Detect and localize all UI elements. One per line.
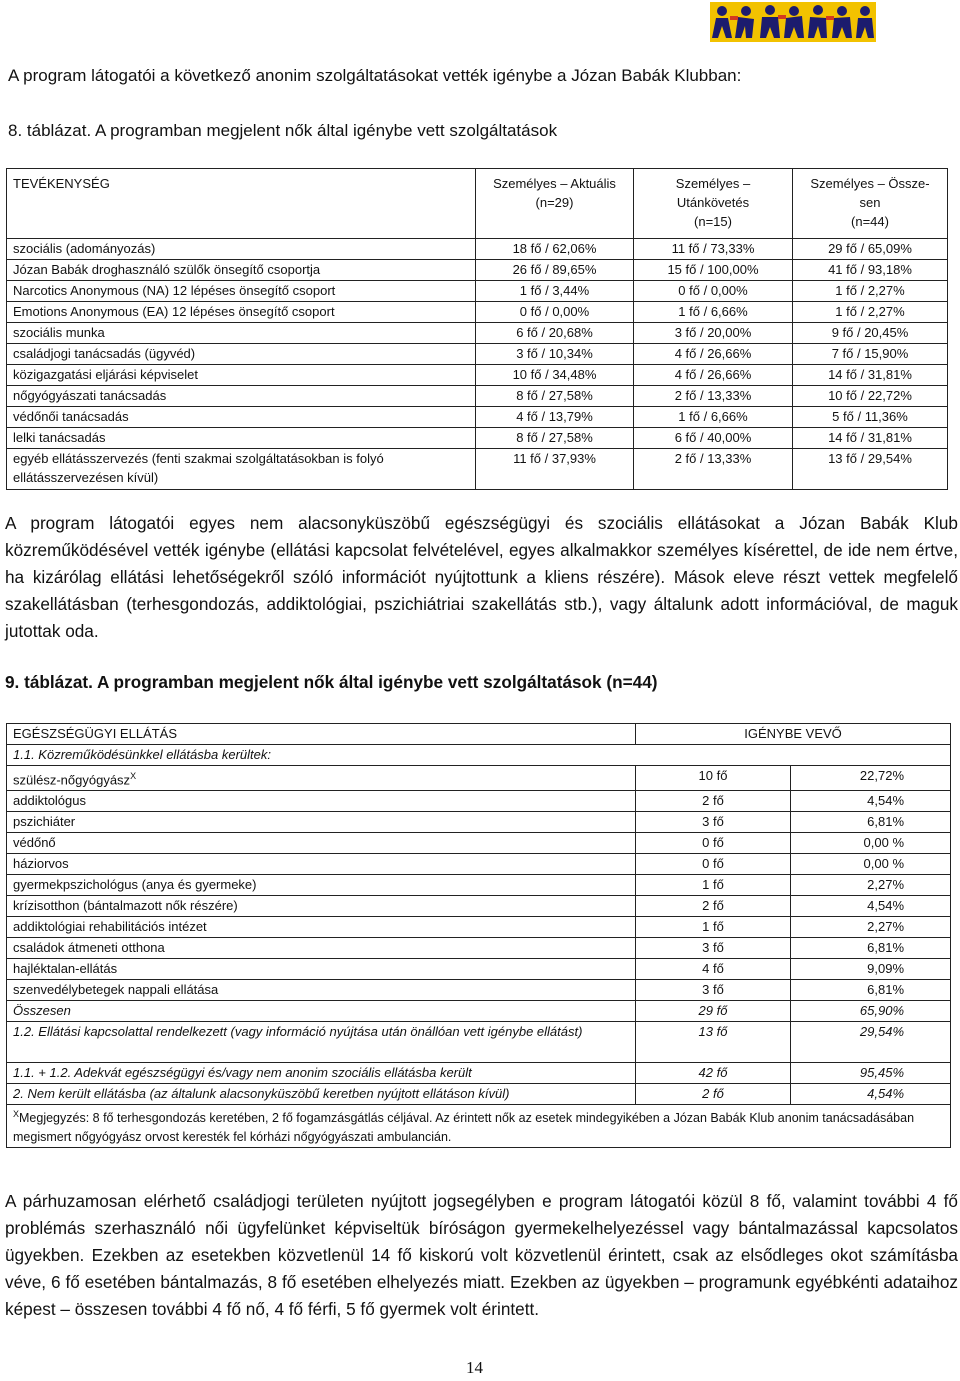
table8-activity-cell: egyéb ellátásszervezés (fenti szakmai szolgáltatásokban is folyó ellátásszervezésen kívül) bbox=[7, 449, 476, 490]
table8-activity-cell: szociális (adományozás) bbox=[7, 239, 476, 260]
table8-value-cell: 4 fő / 13,79% bbox=[476, 407, 634, 428]
table9-count-cell: 3 fő bbox=[636, 938, 791, 959]
table9-row bbox=[7, 766, 951, 791]
table9-count-cell: 3 fő bbox=[636, 812, 791, 833]
table9-percent-cell: 0,00 % bbox=[791, 833, 951, 854]
table9-row-2-count: 2 fő bbox=[636, 1084, 791, 1105]
table9-care-label: családok átmeneti otthona bbox=[13, 940, 165, 956]
table9-row bbox=[7, 959, 951, 980]
table9-care-label: háziorvos bbox=[13, 856, 69, 872]
table9-care-label: pszichiáter bbox=[13, 814, 76, 830]
table9-count-cell: 0 fő bbox=[636, 833, 791, 854]
table8 bbox=[6, 168, 948, 490]
table8-row bbox=[7, 344, 948, 365]
table8-value-cell: 6 fő / 40,00% bbox=[634, 428, 793, 449]
table8-value-cell: 8 fő / 27,58% bbox=[476, 386, 634, 407]
table9-row-1-1-plus-1-2-percent: 95,45% bbox=[791, 1063, 951, 1084]
table9-row-2-label: 2. Nem került ellátásba (az általunk alacsonyküszöbű keretben nyújtott ellátáson kívül) bbox=[7, 1084, 636, 1105]
table8-value-cell: 26 fő / 89,65% bbox=[476, 260, 634, 281]
table9-percent-cell: 6,81% bbox=[791, 980, 951, 1001]
table8-value-cell: 10 fő / 22,72% bbox=[793, 386, 948, 407]
table8-row bbox=[7, 239, 948, 260]
table8-value-cell: 0 fő / 0,00% bbox=[634, 281, 793, 302]
table8-value-cell: 3 fő / 20,00% bbox=[634, 323, 793, 344]
table9-care-cell bbox=[7, 812, 636, 833]
table8-value-cell: 1 fő / 6,66% bbox=[634, 407, 793, 428]
table8-value-cell: 5 fő / 11,36% bbox=[793, 407, 948, 428]
table9-percent-cell: 6,81% bbox=[791, 938, 951, 959]
table8-value-cell: 7 fő / 15,90% bbox=[793, 344, 948, 365]
table9-row-1-1-plus-1-2-count: 42 fő bbox=[636, 1063, 791, 1084]
table9-total-row-count: 29 fő bbox=[636, 1001, 791, 1022]
table9-row bbox=[7, 896, 951, 917]
table8-value-cell: 2 fő / 13,33% bbox=[634, 386, 793, 407]
table8-value-cell: 4 fő / 26,66% bbox=[634, 365, 793, 386]
table9-row-1-2-percent: 29,54% bbox=[791, 1022, 951, 1063]
table9-percent-cell: 2,27% bbox=[791, 875, 951, 896]
table8-row bbox=[7, 407, 948, 428]
table9-row bbox=[7, 875, 951, 896]
table8-row bbox=[7, 302, 948, 323]
footnote-marker: X bbox=[13, 1109, 20, 1120]
table8-activity-cell: szociális munka bbox=[7, 323, 476, 344]
table9-care-cell bbox=[7, 854, 636, 875]
table9-count-cell: 1 fő bbox=[636, 875, 791, 896]
footnote-marker: X bbox=[130, 771, 137, 781]
table8-activity-cell: családjogi tanácsadás (ügyvéd) bbox=[7, 344, 476, 365]
table9-care-cell bbox=[7, 959, 636, 980]
table9-row-2-percent: 4,54% bbox=[791, 1084, 951, 1105]
table9-care-label: gyermekpszichológus (anya és gyermeke) bbox=[13, 877, 257, 893]
table9-section-row bbox=[7, 745, 951, 766]
table8-value-cell: 1 fő / 2,27% bbox=[793, 281, 948, 302]
table9-percent-cell: 6,81% bbox=[791, 812, 951, 833]
paragraph-services: A program látogatói egyes nem alacsonyküszöbű egészségügyi és szociális ellátásokat a Józan Babák Klub közreműködésével vették igénybe (ellátási kapcsolat felvételével, egyes alkalmakkor személyes kísérettel, de ide nem értve, ha kizárólag ellátási lehetőségekről szóló információt nyújtottunk a kliens részére). Mások eleve részt vettek megfelelő szakellátásban (terhesgondozás, addiktológiai, pszichiátriai szakellátás stb.), vagy általunk adott információval, de maguk jutottak oda. bbox=[5, 513, 958, 641]
table9-note-text: Megjegyzés: 8 fő terhesgondozás keretében, 2 fő fogamzásgátlás céljával. Az érintett nők az esetek mindegyikében a Józan Babák Klub anonim tanácsadásában megismert nőgyógyász orvost keresték fel kórházi nőgyógyászati ambulancián. bbox=[13, 1111, 915, 1145]
table9-row bbox=[7, 980, 951, 1001]
table9-percent-cell: 4,54% bbox=[791, 791, 951, 812]
table9-row-1-2-label: 1.2. Ellátási kapcsolattal rendelkezett (vagy információ nyújtása után önállóan vett igénybe ellátást) bbox=[7, 1022, 636, 1063]
table8-value-cell: 0 fő / 0,00% bbox=[476, 302, 634, 323]
table8-value-cell: 1 fő / 6,66% bbox=[634, 302, 793, 323]
table9-row bbox=[7, 791, 951, 812]
table8-value-cell: 14 fő / 31,81% bbox=[793, 428, 948, 449]
table8-activity-cell: Józan Babák droghasználó szülők önsegítő csoportja bbox=[7, 260, 476, 281]
table8-activity-cell: védőnői tanácsadás bbox=[7, 407, 476, 428]
table9-care-label: addiktológiai rehabilitációs intézet bbox=[13, 919, 207, 935]
table9-care-label: szenvedélybetegek nappali ellátása bbox=[13, 982, 219, 998]
table9-total-row-percent: 65,90% bbox=[791, 1001, 951, 1022]
table9-count-cell: 3 fő bbox=[636, 980, 791, 1001]
table9-care-cell bbox=[7, 896, 636, 917]
table9-total-row bbox=[7, 1001, 951, 1022]
table9-care-cell bbox=[7, 938, 636, 959]
table8-activity-cell: nőgyógyászati tanácsadás bbox=[7, 386, 476, 407]
table8-row bbox=[7, 365, 948, 386]
table9-care-cell bbox=[7, 791, 636, 812]
table8-activity-cell: Emotions Anonymous (EA) 12 lépéses önsegítő csoport bbox=[7, 302, 476, 323]
table8-value-cell: 29 fő / 65,09% bbox=[793, 239, 948, 260]
table9-care-label: addiktológus bbox=[13, 793, 86, 809]
table9-row-2 bbox=[7, 1084, 951, 1105]
table9-section-1-1: 1.1. Közreműködésünkkel ellátásba kerültek: bbox=[7, 745, 951, 766]
table9-row bbox=[7, 917, 951, 938]
table8-value-cell: 14 fő / 31,81% bbox=[793, 365, 948, 386]
table8-activity-cell: közigazgatási eljárási képviselet bbox=[7, 365, 476, 386]
table8-header-current: Személyes – Aktuális (n=29) bbox=[476, 169, 634, 239]
table8-value-cell: 8 fő / 27,58% bbox=[476, 428, 634, 449]
table8-value-cell: 11 fő / 37,93% bbox=[476, 449, 634, 490]
table9-care-label: hajléktalan-ellátás bbox=[13, 961, 118, 977]
table8-header-followup: Személyes – Utánkövetés (n=15) bbox=[634, 169, 793, 239]
table8-activity-cell: Narcotics Anonymous (NA) 12 lépéses önsegítő csoport bbox=[7, 281, 476, 302]
table8-row bbox=[7, 428, 948, 449]
table8-row bbox=[7, 323, 948, 344]
table9-percent-cell: 0,00 % bbox=[791, 854, 951, 875]
table9-care-cell bbox=[7, 875, 636, 896]
table9-title: 9. táblázat. A programban megjelent nők által igénybe vett szolgáltatások (n=44) bbox=[5, 672, 658, 692]
table9-count-cell: 0 fő bbox=[636, 854, 791, 875]
table9-row-1-1-plus-1-2-label: 1.1. + 1.2. Adekvát egészségügyi és/vagy nem anonim szociális ellátásba került bbox=[7, 1063, 636, 1084]
table9-row bbox=[7, 854, 951, 875]
table8-row bbox=[7, 386, 948, 407]
table9-percent-cell: 2,27% bbox=[791, 917, 951, 938]
organization-logo bbox=[710, 2, 876, 42]
table8-value-cell: 41 fő / 93,18% bbox=[793, 260, 948, 281]
paragraph-legal-aid: A párhuzamosan elérhető családjogi területen nyújtott jogsegélyben e program látogatói közül 8 fő, valamint további 4 fő problémás szerhasználó női ügyfelünket képviseltük bíróságon gyermekelhelyezéssel vagy bántalmazással kapcsolatos ügyekben. Ezekben az esetekben közvetlenül 14 fő kiskorú volt közvetlenül érintett, csak az elsődleges okot számításba véve, 6 fő esetében bántalmazás, 8 fő esetében elhelyezés miatt. Ezekben az ügyekben – programunk egyébkénti adataihoz képest – összesen további 4 fő nő, 4 fő férfi, 5 fő gyermek volt érintett. bbox=[5, 1191, 958, 1319]
table8-value-cell: 6 fő / 20,68% bbox=[476, 323, 634, 344]
table9-note-cell bbox=[7, 1105, 951, 1148]
table8-value-cell: 3 fő / 10,34% bbox=[476, 344, 634, 365]
table8-row bbox=[7, 449, 948, 490]
table9-row-1-2 bbox=[7, 1022, 951, 1063]
table9-count-cell: 10 fő bbox=[636, 766, 791, 791]
table9-care-label: védőnő bbox=[13, 835, 56, 851]
table9-care-cell bbox=[7, 833, 636, 854]
table9-care-cell bbox=[7, 917, 636, 938]
page-number: 14 bbox=[466, 1358, 483, 1377]
table9-care-label: szülész-nőgyógyász bbox=[13, 772, 131, 788]
table9-row-1-1-plus-1-2 bbox=[7, 1063, 951, 1084]
table9-row bbox=[7, 812, 951, 833]
table9 bbox=[6, 723, 951, 1148]
table9-row bbox=[7, 833, 951, 854]
table8-title: 8. táblázat. A programban megjelent nők által igénybe vett szolgáltatások bbox=[8, 121, 558, 140]
table9-percent-cell: 22,72% bbox=[791, 766, 951, 791]
table8-header-total: Személyes – Össze- sen (n=44) bbox=[793, 169, 948, 239]
table9-header-users: IGÉNYBE VEVŐ bbox=[636, 724, 951, 745]
table9-total-row-label: Összesen bbox=[7, 1001, 636, 1022]
table9-care-label: krízisotthon (bántalmazott nők részére) bbox=[13, 898, 238, 914]
table9-note-row bbox=[7, 1105, 951, 1148]
table9-header-row bbox=[7, 724, 951, 745]
table9-header-care: EGÉSZSÉGÜGYI ELLÁTÁS bbox=[7, 724, 636, 745]
table9-count-cell: 1 fő bbox=[636, 917, 791, 938]
table9-care-cell bbox=[7, 766, 636, 791]
table9-row bbox=[7, 938, 951, 959]
table9-percent-cell: 9,09% bbox=[791, 959, 951, 980]
table8-value-cell: 9 fő / 20,45% bbox=[793, 323, 948, 344]
table8-value-cell: 2 fő / 13,33% bbox=[634, 449, 793, 490]
table8-activity-cell: lelki tanácsadás bbox=[7, 428, 476, 449]
table8-value-cell: 18 fő / 62,06% bbox=[476, 239, 634, 260]
table9-percent-cell: 4,54% bbox=[791, 896, 951, 917]
intro-text: A program látogatói a következő anonim szolgáltatásokat vették igénybe a Józan Babák Klubban: bbox=[8, 66, 742, 85]
table8-value-cell: 15 fő / 100,00% bbox=[634, 260, 793, 281]
table8-value-cell: 1 fő / 2,27% bbox=[793, 302, 948, 323]
table9-care-cell bbox=[7, 980, 636, 1001]
table9-count-cell: 2 fő bbox=[636, 896, 791, 917]
table8-row bbox=[7, 260, 948, 281]
table8-value-cell: 1 fő / 3,44% bbox=[476, 281, 634, 302]
table9-count-cell: 4 fő bbox=[636, 959, 791, 980]
table9-row-1-2-count: 13 fő bbox=[636, 1022, 791, 1063]
table8-value-cell: 4 fő / 26,66% bbox=[634, 344, 793, 365]
table8-value-cell: 11 fő / 73,33% bbox=[634, 239, 793, 260]
table9-count-cell: 2 fő bbox=[636, 791, 791, 812]
table8-value-cell: 10 fő / 34,48% bbox=[476, 365, 634, 386]
table8-header-row bbox=[7, 169, 948, 239]
table8-value-cell: 13 fő / 29,54% bbox=[793, 449, 948, 490]
table8-row bbox=[7, 281, 948, 302]
table8-header-activity: TEVÉKENYSÉG bbox=[7, 169, 476, 239]
